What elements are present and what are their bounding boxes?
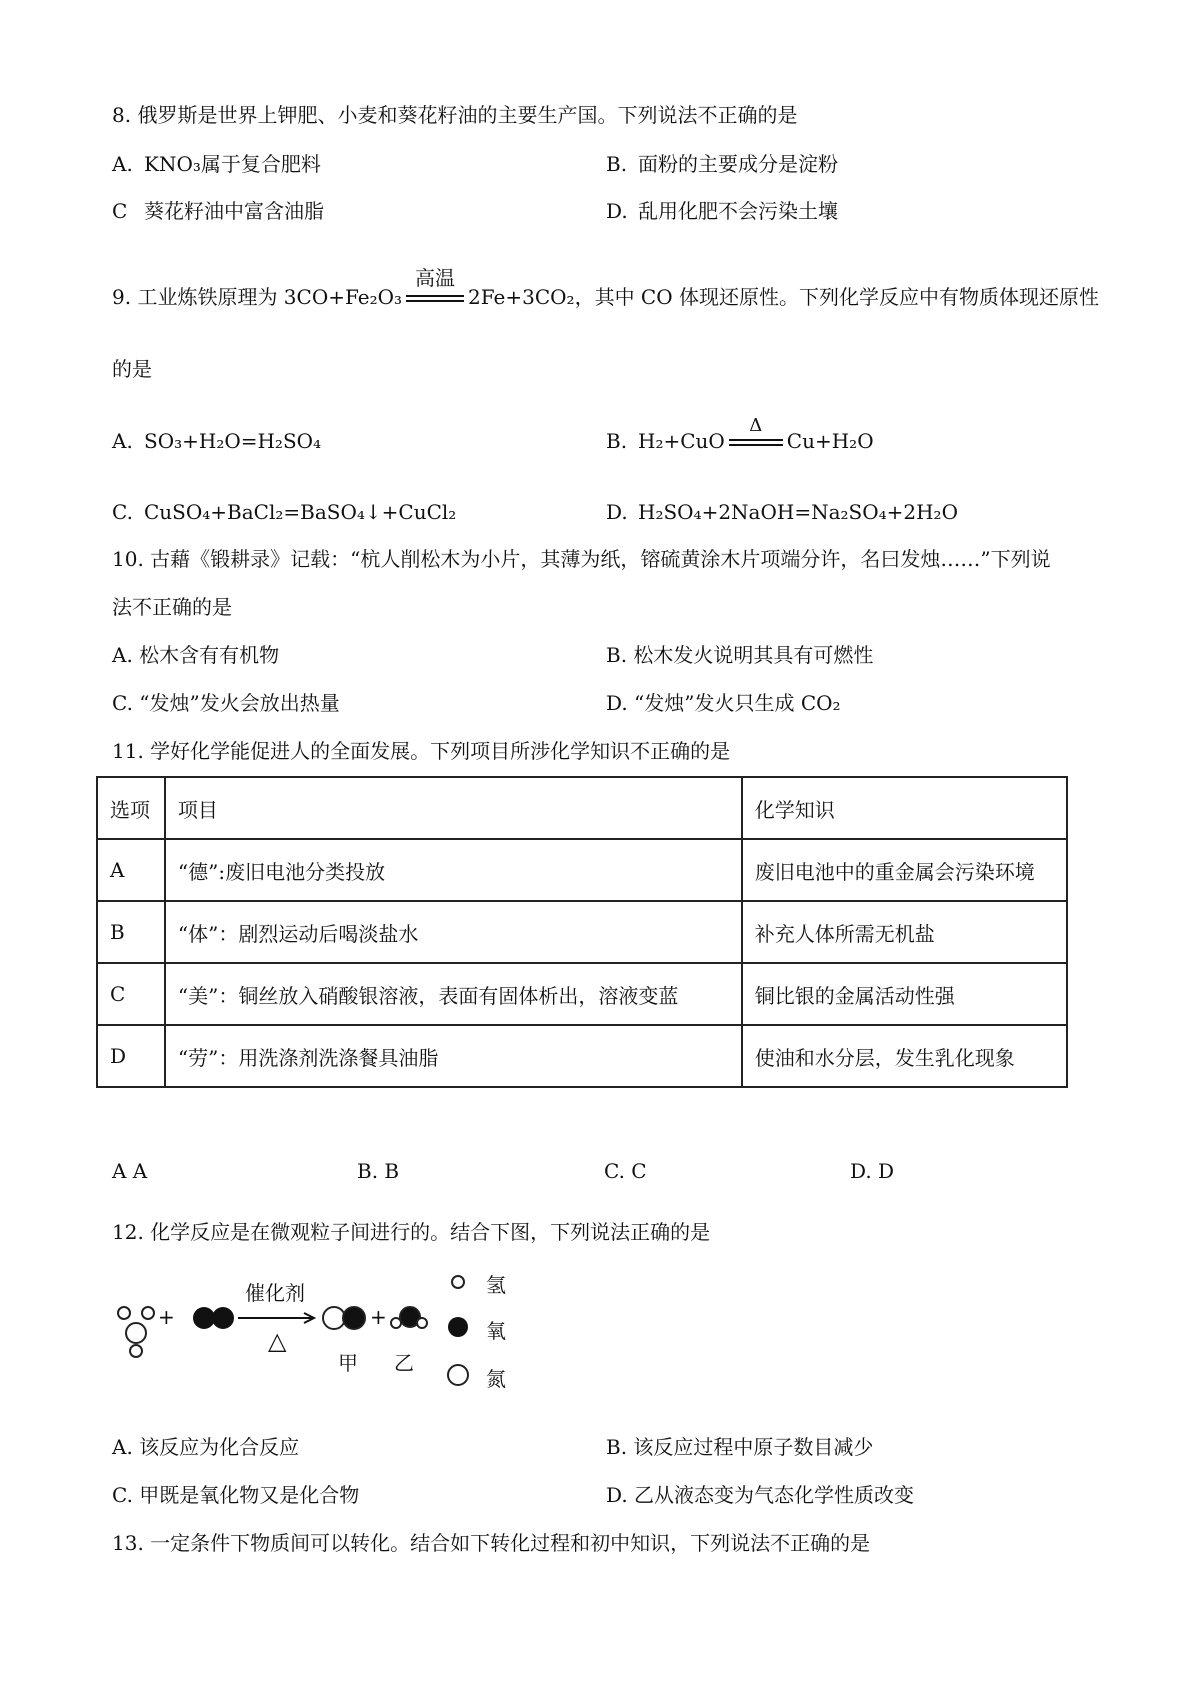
q10-option-d: D. “发烛”发火只生成 CO₂	[606, 691, 841, 715]
q9-stem	[112, 265, 1099, 310]
hydrogen-legend-icon	[452, 1276, 464, 1288]
q9-option-b-letter: B.	[606, 429, 628, 453]
q11-answer-b: B. B	[357, 1159, 400, 1183]
q9-option-a-letter: A.	[112, 429, 133, 453]
table-cell: “体”：剧烈运动后喝淡盐水	[165, 901, 742, 963]
q11-answer-a: A A	[112, 1159, 148, 1183]
q10-option-c: C. “发烛”发火会放出热量	[112, 691, 340, 715]
ammonia-molecule-icon	[118, 1307, 154, 1357]
q9-option-b-left: H₂+CuO	[638, 429, 725, 453]
q9-stem-suffix: 2Fe+3CO₂，其中 CO 体现还原性。下列化学反应中有物质体现还原性	[468, 285, 1099, 309]
oxygen-legend-icon	[448, 1317, 468, 1337]
q9-condition	[404, 265, 466, 309]
q9-option-a	[112, 428, 321, 454]
q13-stem: 13. 一定条件下物质间可以转化。结合如下转化过程和初中知识，下列说法不正确的是	[112, 1531, 871, 1555]
q9-option-b	[606, 414, 874, 454]
q12-option-a: A. 该反应为化合反应	[112, 1435, 300, 1459]
table-row	[97, 1025, 1067, 1087]
table-cell: “劳”：用洗涤剂洗涤餐具油脂	[165, 1025, 742, 1087]
q12-stem: 12. 化学反应是在微观粒子间进行的。结合下图，下列说法正确的是	[112, 1220, 711, 1244]
q11-answer-d: D. D	[850, 1159, 895, 1183]
table-header-cell: 化学知识	[742, 777, 1067, 839]
q9-stem-line2: 的是	[112, 357, 152, 381]
q8-option-b-letter: B.	[606, 152, 628, 176]
q8-option-d-letter: D.	[606, 199, 628, 223]
q12-option-c: C. 甲既是氧化物又是化合物	[112, 1483, 360, 1507]
legend-hydrogen-label: 氢	[486, 1273, 506, 1297]
q10-stem-line2: 法不正确的是	[112, 595, 232, 619]
table-cell: A	[97, 839, 165, 901]
q8-option-a-letter: A.	[112, 152, 133, 176]
reaction-arrow-icon	[238, 1313, 314, 1323]
q9-option-b-condition	[727, 414, 785, 453]
q11-stem: 11. 学好化学能促进人的全面发展。下列项目所涉化学知识不正确的是	[112, 739, 731, 763]
q8-option-c-text: 葵花籽油中富含油脂	[144, 199, 324, 223]
q10-option-a: A. 松木含有有机物	[112, 643, 280, 667]
q8-option-a-text: KNO₃属于复合肥料	[144, 152, 321, 176]
q8-stem: 8. 俄罗斯是世界上钾肥、小麦和葵花籽油的主要生产国。下列说法不正确的是	[112, 103, 798, 127]
q9-option-c-letter: C.	[112, 500, 133, 524]
q12-option-d: D. 乙从液态变为气态化学性质改变	[606, 1483, 915, 1507]
q10-stem-line1: 10. 古藉《锻耕录》记载：“杭人削松木为小片，其薄为纸，镕硫黄涂木片项端分许，名曰发烛……”下列说	[112, 547, 1051, 571]
plus-sign-2: +	[370, 1305, 387, 1329]
q8-option-c	[112, 198, 324, 224]
table-cell: “德”:废旧电池分类投放	[165, 839, 742, 901]
q9-option-c-text: CuSO₄+BaCl₂=BaSO₄↓+CuCl₂	[144, 500, 457, 524]
reaction-diagram	[112, 1275, 552, 1425]
legend-nitrogen-label: 氮	[486, 1367, 506, 1391]
table-header-row	[97, 777, 1067, 839]
table-header-cell: 选项	[97, 777, 165, 839]
table-cell: 废旧电池中的重金属会污染环境	[742, 839, 1067, 901]
q9-stem-prefix: 9. 工业炼铁原理为 3CO+Fe₂O₃	[112, 285, 403, 309]
q8-option-d	[606, 198, 838, 224]
product-label-yi: 乙	[394, 1351, 414, 1375]
legend-oxygen-label: 氧	[486, 1319, 506, 1343]
table-cell: “美”：铜丝放入硝酸银溶液，表面有固体析出，溶液变蓝	[165, 963, 742, 1025]
heat-symbol: △	[268, 1327, 287, 1355]
q12-option-b: B. 该反应过程中原子数目减少	[606, 1435, 874, 1459]
table-cell: 补充人体所需无机盐	[742, 901, 1067, 963]
table-cell: 铜比银的金属活动性强	[742, 963, 1067, 1025]
q9-option-b-right: Cu+H₂O	[786, 429, 874, 453]
plus-sign-1: +	[158, 1305, 175, 1329]
table-row	[97, 839, 1067, 901]
water-molecule-icon	[391, 1307, 427, 1328]
q9-option-a-text: SO₃+H₂O=H₂SO₄	[144, 429, 322, 453]
nitric-oxide-molecule-icon	[323, 1307, 365, 1329]
q9-option-d-letter: D.	[606, 500, 628, 524]
q11-table	[96, 776, 1068, 1088]
nitrogen-legend-icon	[448, 1365, 468, 1385]
table-cell: B	[97, 901, 165, 963]
q9-option-c	[112, 499, 456, 525]
catalyst-label: 催化剂	[245, 1281, 305, 1305]
oxygen-molecule-icon	[193, 1307, 234, 1329]
q11-answer-c: C. C	[604, 1159, 647, 1183]
table-cell: D	[97, 1025, 165, 1087]
table-cell: 使油和水分层，发生乳化现象	[742, 1025, 1067, 1087]
product-label-jia: 甲	[338, 1351, 358, 1375]
q9-condition-label: 高温	[415, 265, 456, 290]
table-row	[97, 963, 1067, 1025]
q9-option-d	[606, 499, 958, 525]
table-header-cell: 项目	[165, 777, 742, 839]
q8-option-d-text: 乱用化肥不会污染土壤	[638, 199, 838, 223]
q8-option-b	[606, 151, 838, 177]
table-cell: C	[97, 963, 165, 1025]
table-row	[97, 901, 1067, 963]
q10-option-b: B. 松木发火说明其具有可燃性	[606, 643, 874, 667]
q9-option-b-condition-label: Δ	[749, 414, 763, 436]
q9-option-d-text: H₂SO₄+2NaOH=Na₂SO₄+2H₂O	[638, 500, 958, 524]
q8-option-a	[112, 151, 321, 177]
q8-option-c-letter: C	[112, 199, 128, 223]
q8-option-b-text: 面粉的主要成分是淀粉	[638, 152, 838, 176]
